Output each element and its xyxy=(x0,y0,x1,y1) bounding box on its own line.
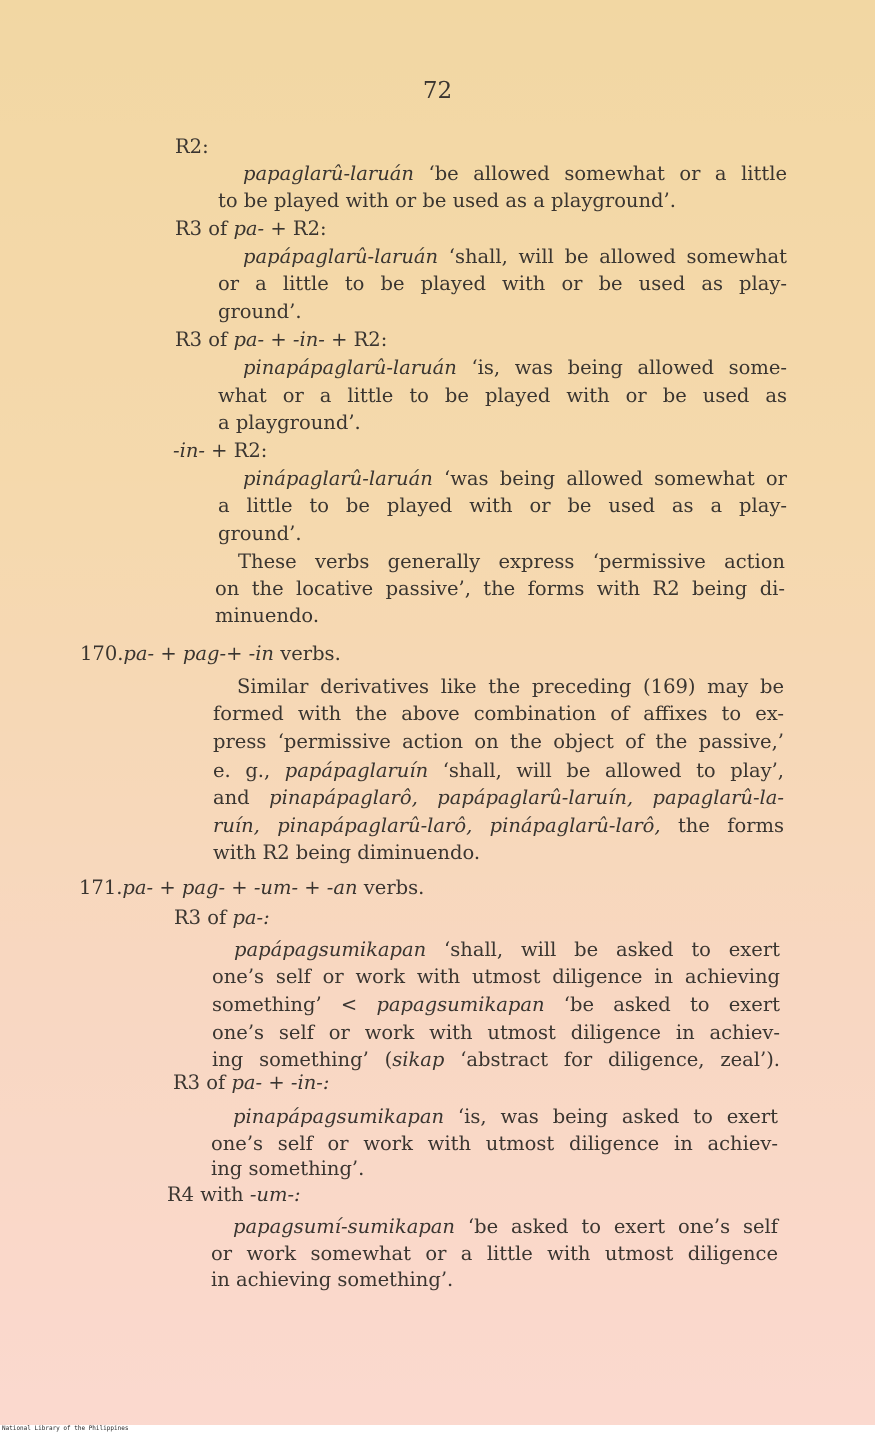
text-line: one’s self or work with utmost diligence in achiev- xyxy=(212,1021,780,1044)
page-number: 72 xyxy=(422,78,453,104)
text-line: or work somewhat or a little with utmost diligence xyxy=(211,1242,778,1265)
r3-pa-heading: R3 of pa-: xyxy=(174,906,270,929)
text-line: and pinapápaglarô, papápaglarû-laruín, papaglarû-la- xyxy=(213,786,785,809)
text-line: ing something’. xyxy=(211,1157,365,1180)
text-line: ground’. xyxy=(218,522,302,545)
r4-um-heading: R4 with -um-: xyxy=(167,1183,301,1206)
library-footer: National Library of the Philippines xyxy=(0,1425,875,1433)
text-line: minuendo. xyxy=(215,604,320,627)
r3-pa-in-heading: R3 of pa- + -in-: xyxy=(173,1071,330,1094)
text-line: on the locative passive’, the forms with R2 being di- xyxy=(215,577,785,600)
r2-heading: R2: xyxy=(175,135,209,158)
text-line: ground’. xyxy=(218,300,302,323)
text-line: one’s self or work with utmost diligence in achieving xyxy=(212,965,780,988)
text-line: pinapápagsumikapan ‘is, was being asked to exert xyxy=(233,1105,778,1128)
r3-pa-r2-heading: R3 of pa- + R2: xyxy=(175,217,327,240)
text-line: or a little to be played with or be used as play- xyxy=(218,272,787,295)
text-line: papagsumí-sumikapan ‘be asked to exert one’s self xyxy=(233,1215,778,1238)
text-line: papaglarû-laruán ‘be allowed somewhat or a little xyxy=(243,162,787,185)
text-line: These verbs generally express ‘permissive action xyxy=(238,550,785,573)
text-line: e. g., papápaglaruín ‘shall, will be allowed to play’, xyxy=(213,759,784,782)
text-line: papápagsumikapan ‘shall, will be asked to exert xyxy=(234,938,780,961)
text-line: a little to be played with or be used as a play- xyxy=(218,494,787,517)
text-line: with R2 being diminuendo. xyxy=(213,841,481,864)
text-line: papápaglarû-laruán ‘shall, will be allowed somewhat xyxy=(243,245,787,268)
text-line: something’ < papagsumikapan ‘be asked to exert xyxy=(212,993,780,1016)
section-170-heading: 170.pa- + pag-+ -in verbs. xyxy=(80,642,341,665)
text-line: a playground’. xyxy=(218,411,361,434)
text-line: pinapápaglarû-laruán ‘is, was being allowed some- xyxy=(243,356,787,379)
text-line: ruín, pinapápaglarû-larô, pinápaglarû-larô, the forms xyxy=(213,814,785,837)
text-line: pinápaglarû-laruán ‘was being allowed somewhat or xyxy=(243,467,787,490)
text-line: in achieving something’. xyxy=(211,1268,454,1291)
text-line: Similar derivatives like the preceding (169) may be xyxy=(237,675,784,698)
text-line: to be played with or be used as a playground’. xyxy=(218,189,676,212)
in-r2-heading: -in- + R2: xyxy=(173,439,268,462)
text-line: one’s self or work with utmost diligence in achiev- xyxy=(211,1132,778,1155)
text-line: ing something’ (sikap ‘abstract for diligence, zeal’). xyxy=(212,1048,780,1071)
section-171-heading: 171.pa- + pag- + -um- + -an verbs. xyxy=(79,876,425,899)
r3-pa-in-r2-heading: R3 of pa- + -in- + R2: xyxy=(175,328,388,351)
text-line: press ‘permissive action on the object of the passive,’ xyxy=(213,730,784,753)
text-line: what or a little to be played with or be used as xyxy=(218,384,787,407)
text-line: formed with the above combination of affixes to ex- xyxy=(213,702,784,725)
